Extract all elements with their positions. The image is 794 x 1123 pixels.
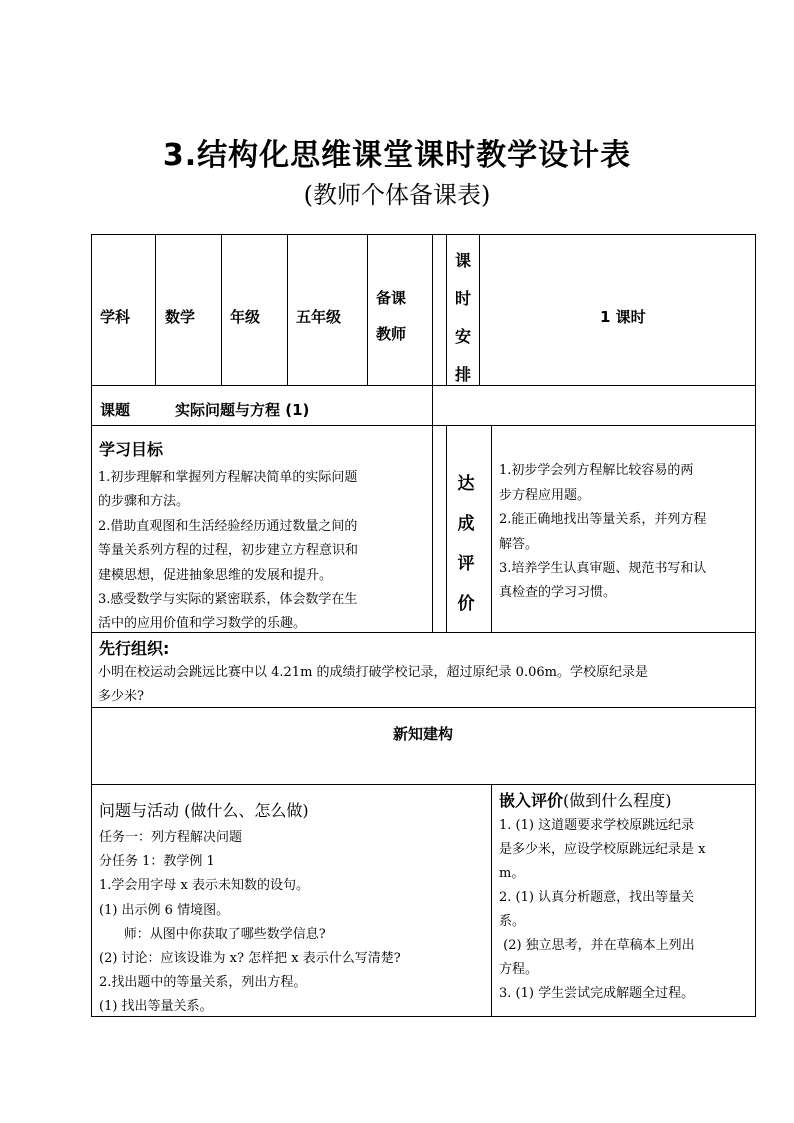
topic-label: 课题 [100, 401, 131, 419]
teacher-label-line2: 教师 [376, 325, 407, 343]
assessment-line: 2.能正确地找出等量关系，并列方程 [499, 512, 707, 527]
new-knowledge-heading: 新知建构 [392, 725, 453, 743]
row-divider [91, 385, 756, 386]
embedded-eval-line: (2) 独立思考，并在草稿本上列出 [499, 938, 695, 953]
assessment-line: 解答。 [499, 537, 539, 552]
activity-line: 师：从图中你获取了哪些数学信息? [99, 927, 326, 942]
objective-line: 1.初步理解和掌握列方程解决简单的实际问题 [98, 470, 358, 485]
advance-organizer-line: 小明在校运动会跳远比赛中以 4.21m 的成绩打破学校记录，超过原纪录 0.06m。学校原纪录是 [98, 665, 648, 680]
assessment-char: 评 [457, 554, 475, 574]
objective-line: 等量关系列方程的过程，初步建立方程意识和 [98, 543, 359, 558]
schedule-char: 时 [454, 289, 471, 308]
grade-value: 五年级 [296, 308, 342, 326]
assessment-char: 达 [457, 474, 475, 494]
embedded-eval-line: 系。 [499, 914, 526, 929]
activity-line: (1) 出示例 6 情境图。 [99, 903, 230, 918]
col-divider [491, 784, 492, 1017]
col-divider [479, 234, 480, 385]
teacher-label-line1: 备课 [376, 289, 407, 307]
embedded-eval-heading [499, 789, 672, 814]
grade-label: 年级 [230, 308, 261, 326]
page-title: 3.结构化思维课堂课时教学设计表 [162, 138, 632, 173]
col-divider [446, 425, 447, 632]
assessment-line: 1.初步学会列方程解比较容易的两 [499, 463, 694, 478]
embedded-eval-line: 3. (1) 学生尝试完成解题全过程。 [499, 986, 695, 1001]
embedded-eval-line: m。 [499, 866, 525, 881]
embedded-eval-line: 方程。 [499, 962, 539, 977]
activity-line: (1) 找出等量关系。 [99, 999, 213, 1014]
assessment-line: 真检查的学习习惯。 [499, 585, 617, 600]
objective-line: 的步骤和方法。 [98, 494, 190, 509]
activity-line: 任务一：列方程解决问题 [99, 830, 243, 845]
embedded-eval-heading-rest: (做到什么程度) [563, 791, 672, 810]
col-divider [367, 234, 368, 385]
assessment-char: 成 [457, 514, 475, 534]
advance-organizer-line: 多少米? [98, 689, 144, 704]
assessment-line: 步方程应用题。 [499, 488, 591, 503]
objective-line: 3.感受数学与实际的紧密联系，体会数学在生 [98, 592, 358, 607]
col-divider [432, 385, 433, 425]
activity-line: 分任务 1：教学例 1 [99, 854, 215, 869]
activity-line: (2) 讨论：应该设谁为 x? 怎样把 x 表示什么写清楚? [99, 951, 401, 966]
col-divider [446, 234, 447, 385]
embedded-eval-line: 1. (1) 这道题要求学校原跳远纪录 [499, 818, 695, 833]
col-divider [155, 234, 156, 385]
col-divider [491, 425, 492, 632]
assessment-char: 价 [457, 594, 475, 614]
row-divider [91, 425, 756, 426]
schedule-char: 课 [454, 251, 471, 270]
activities-heading: 问题与活动 (做什么、怎么做) [99, 801, 309, 820]
page-subtitle: (教师个体备课表) [303, 181, 491, 209]
objectives-heading: 学习目标 [99, 440, 164, 459]
col-divider [432, 234, 433, 385]
col-divider [287, 234, 288, 385]
topic-value: 实际问题与方程 (1) [175, 401, 310, 419]
subject-label: 学科 [100, 308, 131, 326]
schedule-value: 1 课时 [600, 308, 646, 326]
objective-line: 2.借助直观图和生活经验经历通过数量之间的 [98, 519, 358, 534]
activity-line: 1.学会用字母 x 表示未知数的设句。 [99, 878, 309, 893]
schedule-char: 排 [454, 365, 471, 384]
objective-line: 建模思想，促进抽象思维的发展和提升。 [98, 568, 333, 583]
assessment-line: 3.培养学生认真审题、规范书写和认 [499, 561, 707, 576]
col-divider [432, 425, 433, 632]
activity-line: 2.找出题中的等量关系，列出方程。 [99, 975, 307, 990]
embedded-eval-line: 是多少米，应设学校原跳远纪录是 x [499, 842, 706, 857]
schedule-label [451, 242, 475, 394]
schedule-char: 安 [454, 327, 471, 346]
embedded-eval-heading-bold: 嵌入评价 [499, 791, 564, 810]
subject-value: 数学 [165, 308, 196, 326]
col-divider [221, 234, 222, 385]
embedded-eval-line: 2. (1) 认真分析题意，找出等量关 [499, 890, 695, 905]
advance-organizer-heading: 先行组织: [99, 639, 170, 658]
assessment-label [454, 464, 478, 624]
row-divider [91, 784, 756, 785]
row-divider [91, 707, 756, 708]
objective-line: 活中的应用价值和学习数学的乐趣。 [98, 616, 307, 631]
